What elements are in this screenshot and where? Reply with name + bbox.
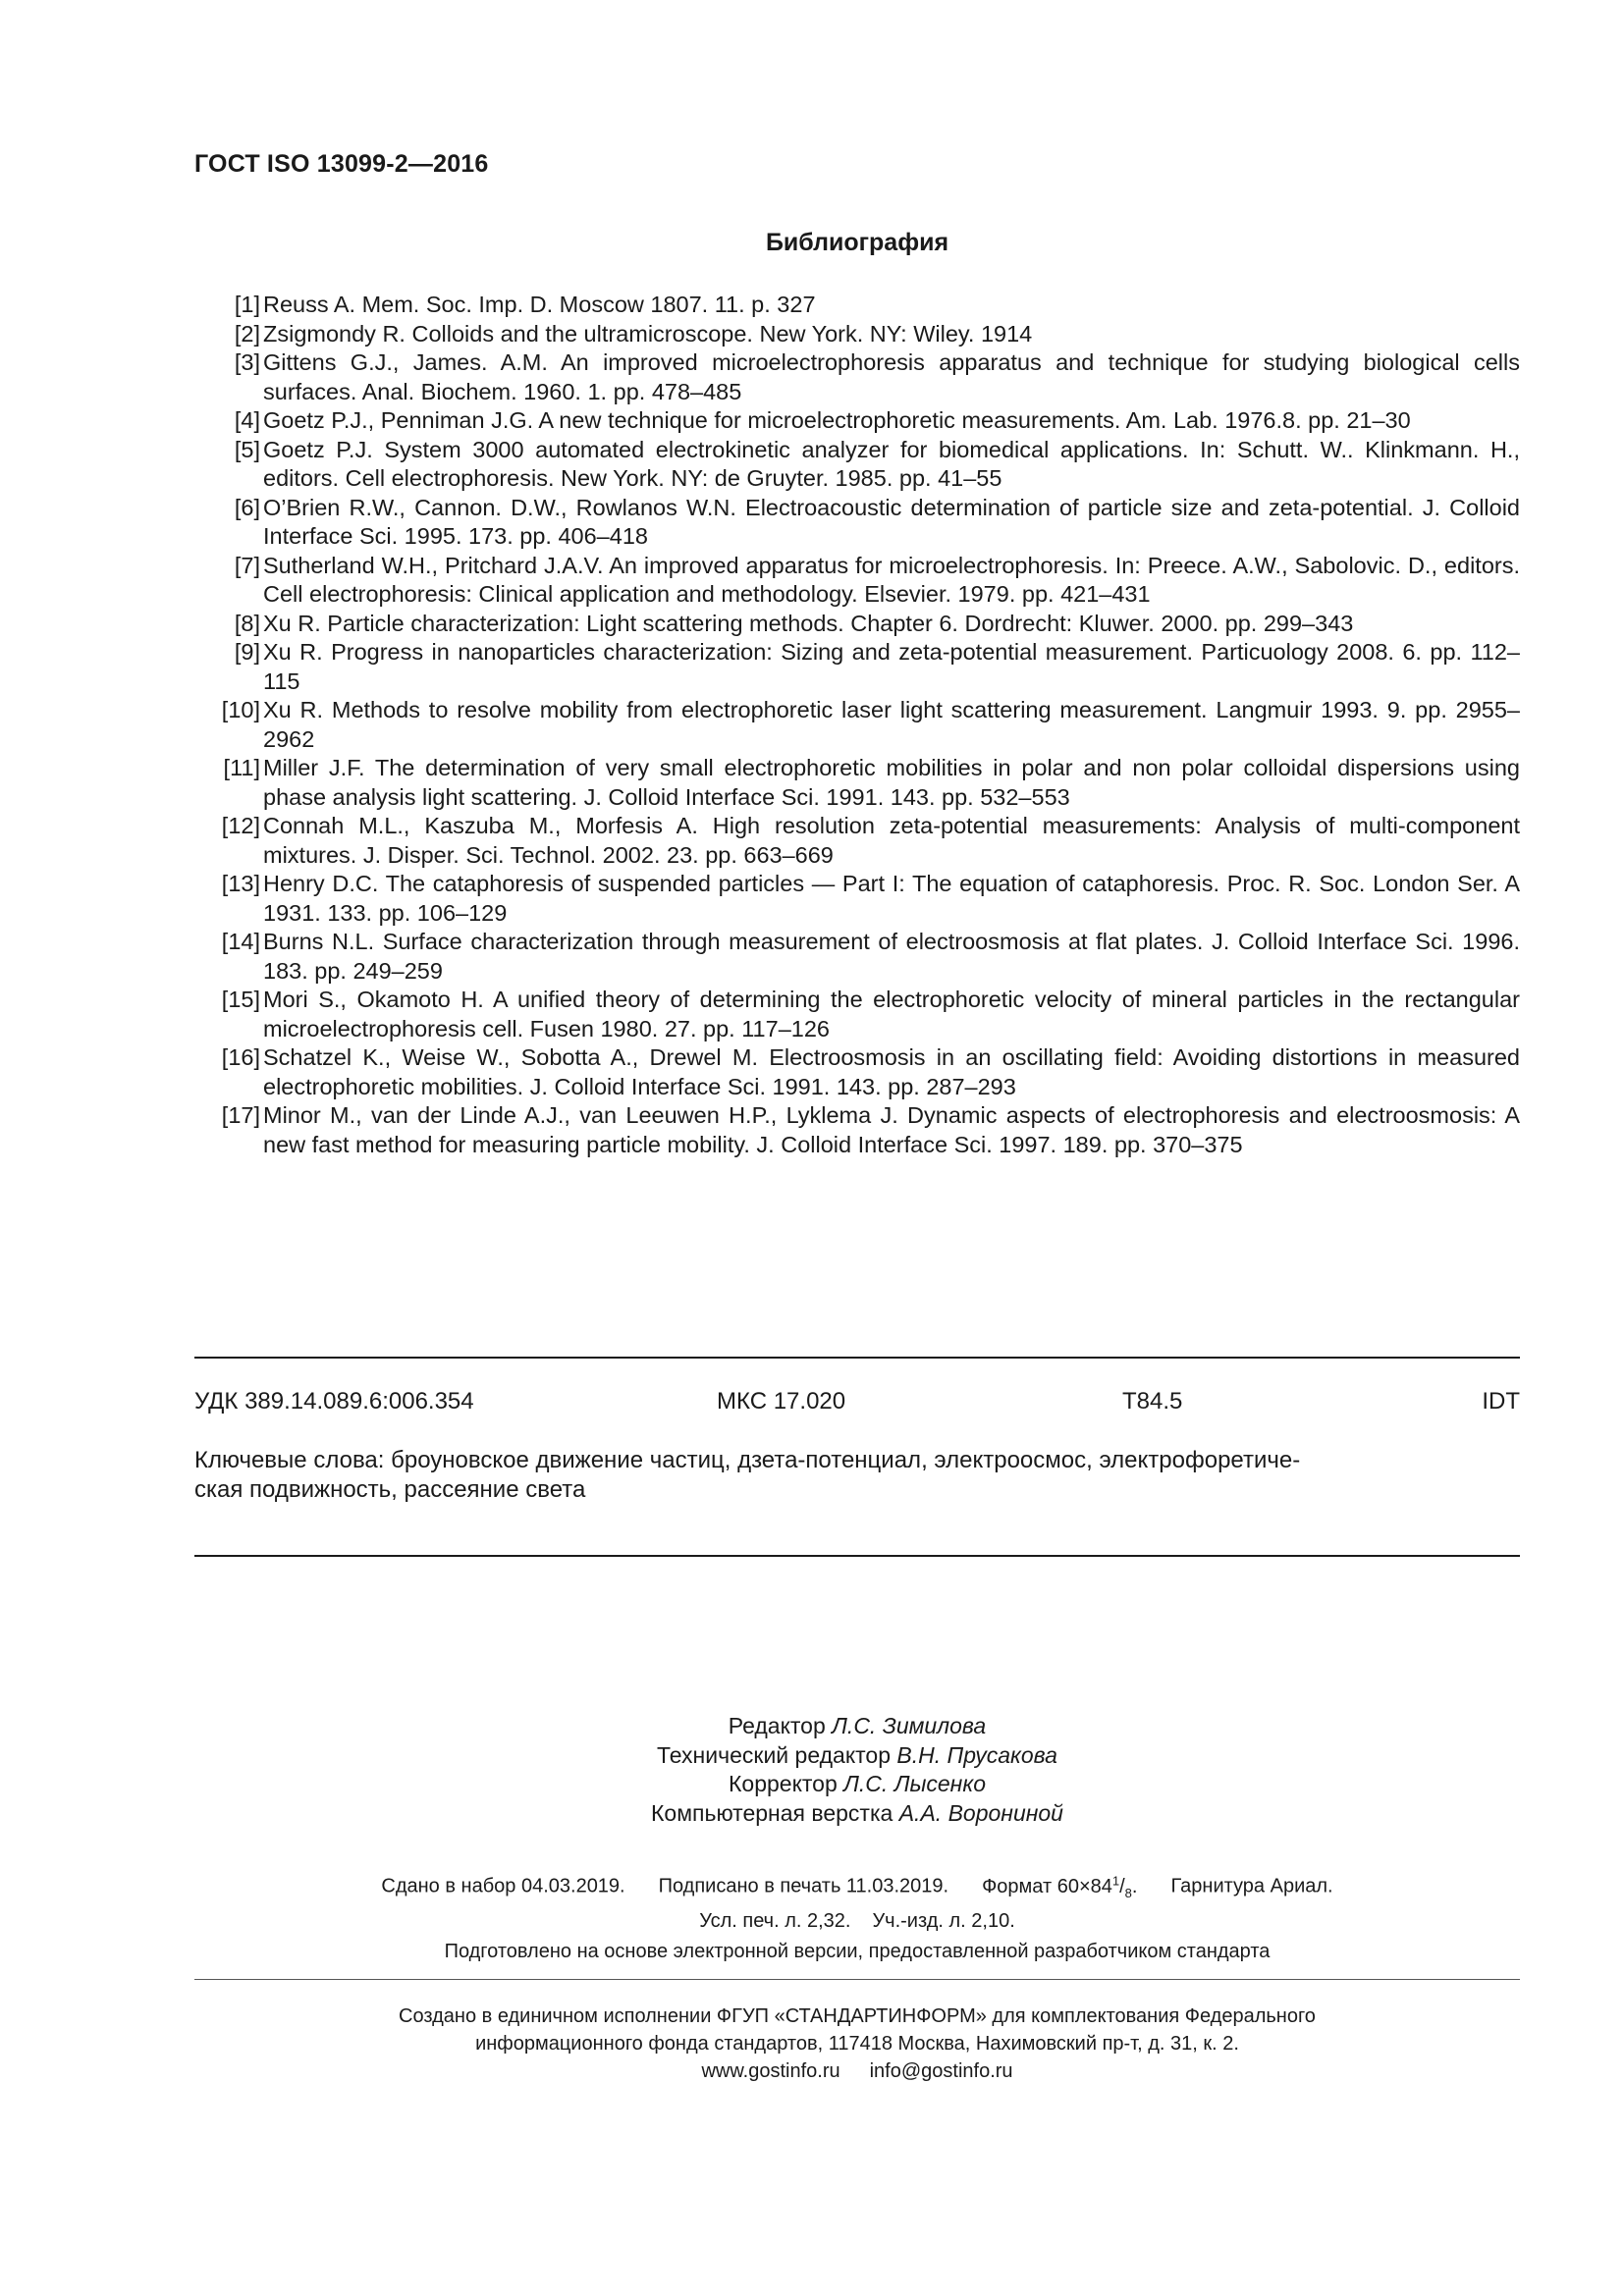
imprint-line-2 [194, 1907, 1520, 1935]
divider-footer [194, 1979, 1520, 1980]
reference-item [194, 1101, 1520, 1159]
reference-text: Schatzel K., Weise W., Sobotta A., Drewel M. Electroosmosis in an oscillating field: Avoiding distortions in measured electrophoretic mobilities. J. Colloid Interface Sci. 1991. 143. pp. 287–293 [263, 1044, 1520, 1099]
reference-number: [3] [234, 349, 260, 375]
reference-item [194, 291, 1520, 320]
credit-tech-editor: Технический редактор В.Н. Прусакова [657, 1741, 1057, 1768]
reference-text: Goetz P.J. System 3000 automated electrokinetic analyzer for biomedical applications. In: Schutt. W.. Klinkmann. H., editors. Cell electrophoresis. New York. NY: de Gruyter. 1985. pp. 41–55 [263, 436, 1520, 491]
divider-bottom [194, 1555, 1520, 1557]
reference-text: Goetz P.J., Penniman J.G. A new technique for microelectrophoretic measurements. Am. Lab. 1976.8. pp. 21–30 [263, 407, 1411, 433]
reference-item [194, 870, 1520, 928]
t-code: Т84.5 [1122, 1388, 1183, 1415]
publisher-contacts [194, 2057, 1520, 2085]
editor-name: Л.С. Зимилова [832, 1713, 987, 1738]
udk-code: УДК 389.14.089.6:006.354 [194, 1388, 474, 1415]
reference-item [194, 986, 1520, 1043]
reference-item [194, 348, 1520, 406]
reference-item [194, 754, 1520, 812]
credit-corrector: Корректор Л.С. Лысенко [729, 1771, 986, 1796]
classification-row [194, 1388, 1520, 1419]
reference-item [194, 610, 1520, 639]
reference-item [194, 406, 1520, 436]
reference-number: [13] [221, 871, 260, 896]
reference-number: [9] [234, 639, 260, 665]
reference-number: [17] [221, 1102, 260, 1128]
reference-number: [14] [221, 929, 260, 954]
reference-number: [15] [221, 987, 260, 1012]
reference-item [194, 638, 1520, 696]
credit-editor: Редактор Л.С. Зимилова [728, 1713, 987, 1738]
reference-text: Zsigmondy R. Colloids and the ultramicroscope. New York. NY: Wiley. 1914 [263, 320, 1033, 347]
bibliography-title: Библиография [765, 229, 949, 256]
keywords-line-1: Ключевые слова: броуновское движение частиц, дзета-потенциал, электроосмос, электрофоретиче- [194, 1447, 1301, 1473]
reference-number: [7] [234, 552, 260, 578]
paper-format: Формат $60\times 84^1/_8$. [982, 1873, 1138, 1900]
keywords-line-2: ская подвижность, рассеяние света [194, 1476, 586, 1503]
reference-item [194, 552, 1520, 610]
reference-text: Minor M., van der Linde A.J., van Leeuwen H.P., Lyklema J. Dynamic aspects of electrophoresis and electroosmosis: A new fast method for measuring particle mobility. J. Colloid Interface Sci. 1997. 189. pp. 370–375 [263, 1102, 1520, 1157]
reference-text: O’Brien R.W., Cannon. D.W., Rowlanos W.N. Electroacoustic determination of particle size and zeta-potential. J. Colloid Interface Sci. 1995. 173. pp. 406–418 [263, 494, 1520, 549]
signed-date: Подписано в печать 11.03.2019. [658, 1875, 949, 1897]
publisher-block [194, 2002, 1520, 2085]
reference-item [194, 436, 1520, 494]
prepared-note: Подготовлено на основе электронной версии, предоставленной разработчиком стандарта [444, 1941, 1271, 1962]
submitted-date: Сдано в набор 04.03.2019. [381, 1875, 625, 1897]
reference-text: Xu R. Particle characterization: Light scattering methods. Chapter 6. Dordrecht: Kluwer. 2000. pp. 299–343 [263, 610, 1354, 636]
mks-code: МКС 17.020 [717, 1388, 846, 1415]
reference-text: Burns N.L. Surface characterization through measurement of electroosmosis at flat plates. J. Colloid Interface Sci. 1996. 183. pp. 249–259 [263, 929, 1520, 984]
reference-number: [6] [234, 494, 260, 520]
credit-layout: Компьютерная верстка А.А. Ворониной [651, 1799, 1063, 1826]
publisher-website-link[interactable]: www.gostinfo.ru [701, 2060, 840, 2082]
bibliography-list [194, 291, 1520, 1159]
reference-text: Reuss A. Mem. Soc. Imp. D. Moscow 1807. 11. p. 327 [263, 292, 816, 317]
idt-code: IDT [1482, 1388, 1520, 1415]
reference-text: Miller J.F. The determination of very small electrophoretic mobilities in polar and non polar colloidal dispersions using phase analysis light scattering. J. Colloid Interface Sci. 1991. 143. pp. 532–553 [263, 755, 1520, 810]
layout-name: А.А. Ворониной [898, 1799, 1063, 1826]
reference-text: Gittens G.J., James. A.M. An improved microelectrophoresis apparatus and technique for studying biological cells surfaces. Anal. Biochem. 1960. 1. pp. 478–485 [263, 349, 1520, 404]
imprint-block [194, 1867, 1520, 1935]
reference-text: Xu R. Methods to resolve mobility from electrophoretic laser light scattering measurement. Langmuir 1993. 9. pp. 2955–2962 [263, 697, 1520, 752]
publishing-sheets: Уч.-изд. л. 2,10. [872, 1909, 1015, 1932]
reference-item [194, 812, 1520, 870]
reference-text: Connah M.L., Kaszuba M., Morfesis A. High resolution zeta-potential measurements: Analysis of multi-component mixtures. J. Disper. Sci. Technol. 2002. 23. pp. 663–669 [263, 813, 1520, 868]
reference-number: [8] [234, 610, 260, 636]
corrector-name: Л.С. Лысенко [843, 1771, 986, 1796]
imprint-line-1 [194, 1867, 1520, 1907]
reference-number: [5] [234, 436, 260, 462]
reference-number: [11] [223, 755, 260, 780]
document-standard-number: ГОСТ ISO 13099-2—2016 [194, 150, 489, 178]
publisher-email-link[interactable]: info@gostinfo.ru [869, 2060, 1013, 2082]
reference-item [194, 928, 1520, 986]
reference-number: [4] [234, 407, 260, 433]
reference-number: [2] [234, 320, 260, 347]
reference-text: Mori S., Okamoto H. A unified theory of determining the electrophoretic velocity of mineral particles in the rectangular microelectrophoresis cell. Fusen 1980. 27. pp. 117–126 [263, 987, 1520, 1041]
credits-block [194, 1712, 1520, 1828]
tech-editor-name: В.Н. Прусакова [896, 1741, 1057, 1768]
reference-item [194, 696, 1520, 754]
reference-number: [1] [234, 292, 260, 317]
divider-top [194, 1357, 1520, 1359]
reference-text: Xu R. Progress in nanoparticles characterization: Sizing and zeta-potential measurement. Particuology 2008. 6. pp. 112–115 [263, 639, 1520, 694]
publisher-line-1: Создано в единичном исполнении ФГУП «СТАНДАРТИНФОРМ» для комплектования Федерального [399, 2005, 1316, 2027]
reference-item [194, 494, 1520, 552]
keywords [194, 1446, 1520, 1505]
reference-number: [12] [221, 813, 260, 838]
reference-number: [10] [221, 697, 260, 722]
print-sheets: Усл. печ. л. 2,32. [699, 1909, 851, 1932]
reference-item [194, 320, 1520, 349]
reference-number: [16] [221, 1044, 260, 1070]
typeface: Гарнитура Ариал. [1170, 1875, 1333, 1897]
reference-item [194, 1043, 1520, 1101]
reference-text: Henry D.C. The cataphoresis of suspended particles — Part I: The equation of cataphoresis. Proc. R. Soc. London Ser. A 1931. 133. pp. 106–129 [263, 871, 1520, 926]
publisher-line-2: информационного фонда стандартов, 117418 Москва, Нахимовский пр-т, д. 31, к. 2. [475, 2033, 1239, 2055]
reference-text: Sutherland W.H., Pritchard J.A.V. An improved apparatus for microelectrophoresis. In: Preece. A.W., Sabolovic. D., editors. Cell electrophoresis: Clinical application and methodology. Elsevier. 1979. pp. 421–431 [263, 552, 1520, 607]
